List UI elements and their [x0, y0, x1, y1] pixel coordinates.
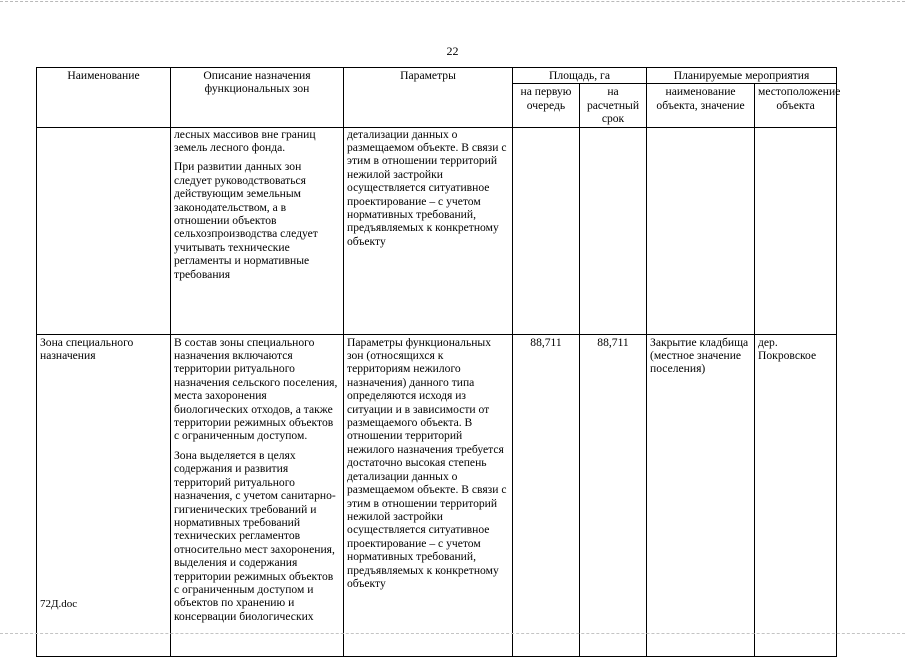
cell-description [171, 127, 344, 334]
description-paragraph: В состав зоны специального назначения включаются территории ритуального назначения сельского поселения, места захоронения биологических отходов, а также территории режимных объектов с ограниченным доступом. [174, 335, 338, 443]
header-description: Описание назначения функциональных зон [171, 68, 344, 128]
cell-planned-name: Закрытие кладбища (местное значение поселения) [647, 334, 755, 656]
cell-planned-name [647, 127, 755, 334]
header-name: Наименование [37, 68, 171, 128]
cell-name [37, 127, 171, 334]
header-row-1 [37, 68, 837, 84]
cell-planned-location [755, 127, 837, 334]
cell-area-first [513, 127, 580, 334]
header-parameters: Параметры [344, 68, 513, 128]
header-planned-location: местоположение объекта [755, 84, 837, 127]
table-row-continuation [37, 127, 837, 334]
cell-area-first: 88,711 [513, 334, 580, 656]
header-planned-name: наименование объекта, значение [647, 84, 755, 127]
page-bottom-edge [0, 633, 905, 635]
functional-zones-table [36, 67, 841, 657]
description-paragraph: Зона выделяется в целях содержания и развития территорий ритуального назначения, с учетом санитарно-гигиенических требований и нормативных требований технических регламентов относительно мест захоронения, выделения и содержания территории режимных объектов с ограниченным доступом и объектов по хранению и консервации биологических [174, 448, 336, 623]
page-number: 22 [446, 44, 459, 58]
header-planned: Планируемые мероприятия [647, 68, 837, 84]
cell-name: Зона специального назначения [37, 334, 171, 656]
header-area-calc: на расчетный срок [580, 84, 647, 127]
description-paragraph: лесных массивов вне границ земель лесного фонда. [174, 127, 316, 155]
cell-parameters: Параметры функциональных зон (относящихся к территориям нежилого назначения) данного типа определяются исходя из ситуации и в зависимости от размещаемого объекта. В отношении территорий нежилого назначения требуется достаточно высокая степень детализации данных о размещаемом объекте. В связи с этим в отношении территорий нежилой застройки осуществляется ситуативное проектирование – с учетом нормативных требований, предъявляемых к конкретному объекту [344, 334, 513, 656]
cell-planned-location: дер. Покровское [755, 334, 837, 656]
cell-description [171, 334, 344, 656]
cell-parameters: детализации данных о размещаемом объекте. В связи с этим в отношении территорий нежилой застройки осуществляется ситуативное проектирование – с учетом нормативных требований, предъявляемых к конкретному объекту [344, 127, 513, 334]
table-row-special-zone [37, 334, 837, 656]
cell-area-calc [580, 127, 647, 334]
footer-filename: 72Д.doc [40, 598, 78, 610]
header-area: Площадь, га [513, 68, 647, 84]
cell-area-calc: 88,711 [580, 334, 647, 656]
header-area-first: на первую очередь [513, 84, 580, 127]
page-top-edge [0, 1, 905, 3]
description-paragraph: При развитии данных зон следует руководствоваться действующим земельным законодательством, а в отношении объектов сельхозпроизводства следует учитывать технические регламенты и нормативные требования [174, 160, 318, 281]
